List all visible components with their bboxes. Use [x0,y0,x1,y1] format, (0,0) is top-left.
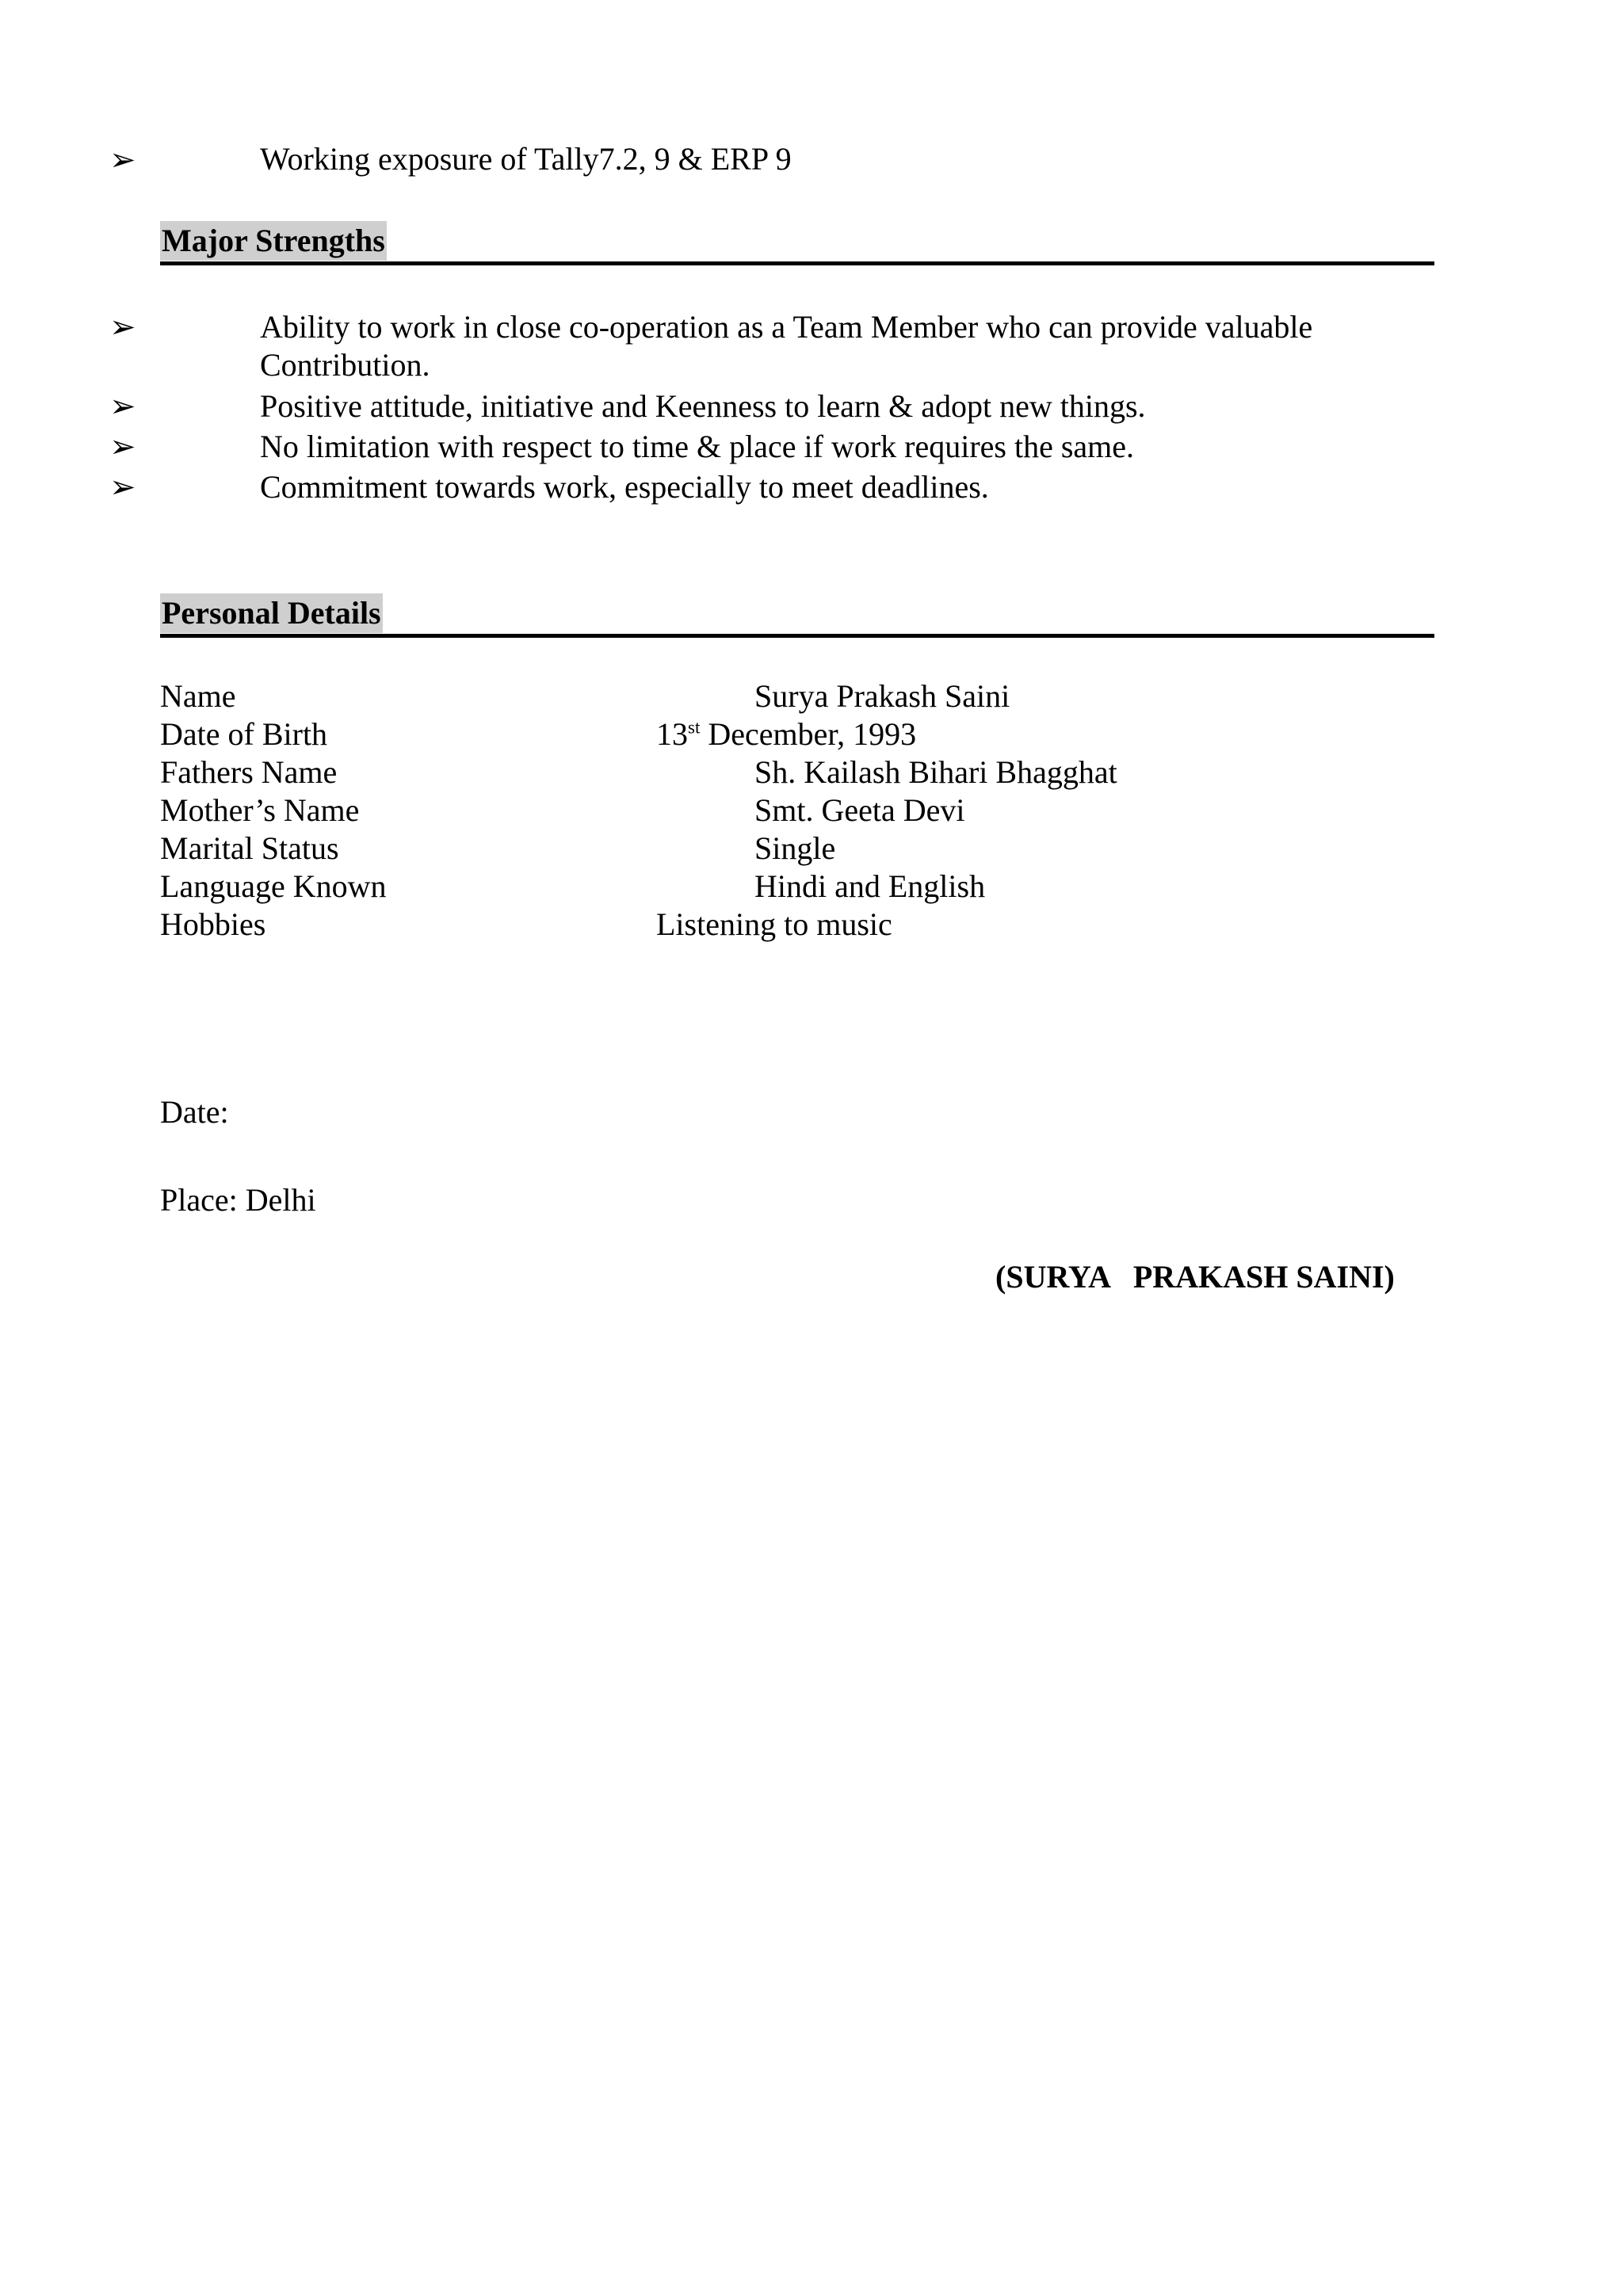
major-strengths-divider [160,261,1434,265]
strength-text: No limitation with respect to time & place if work requires the same. [260,429,1135,464]
strength-text: Positive attitude, initiative and Keenness to learn & adopt new things. [260,388,1146,424]
arrow-bullet-icon: ➢ [109,142,136,178]
personal-details-divider [160,634,1434,638]
detail-value: Smt. Geeta Devi [754,792,965,828]
birth-day-suffix: st [688,717,701,738]
detail-label: Name [160,678,236,714]
place-label: Place: Delhi [160,1182,316,1218]
detail-label: Mother’s Name [160,792,360,828]
personal-details-heading: Personal Details [160,593,383,633]
arrow-bullet-icon: ➢ [109,429,136,465]
detail-value: Single [754,830,836,866]
tally-exposure-text: Working exposure of Tally7.2, 9 & ERP 9 [260,141,792,177]
detail-value: Sh. Kailash Bihari Bhagghat [754,754,1117,790]
birth-month-year: December, 1993 [700,716,917,752]
birth-day: 13 [656,716,688,752]
candidate-signature-name: (SURYA PRAKASH SAINI) [995,1259,1395,1295]
detail-label: Language Known [160,868,387,904]
detail-label: Fathers Name [160,754,338,790]
date-label: Date: [160,1094,229,1130]
strength-text: Commitment towards work, especially to meet deadlines. [260,469,989,505]
detail-label: Marital Status [160,830,339,866]
date-of-birth-value [656,715,916,753]
arrow-bullet-icon: ➢ [109,469,136,505]
detail-label: Hobbies [160,906,266,942]
detail-value: Hindi and English [754,868,986,904]
major-strengths-heading: Major Strengths [160,221,387,261]
detail-value: Surya Prakash Saini [754,678,1010,714]
detail-label: Date of Birth [160,716,328,752]
strength-text-line-2: Contribution. [260,347,430,383]
strength-text-line-1: Ability to work in close co-operation as a Team Member who can provide valuable [260,309,1313,345]
detail-value: Listening to music [656,906,892,942]
arrow-bullet-icon: ➢ [109,309,136,345]
arrow-bullet-icon: ➢ [109,388,136,425]
